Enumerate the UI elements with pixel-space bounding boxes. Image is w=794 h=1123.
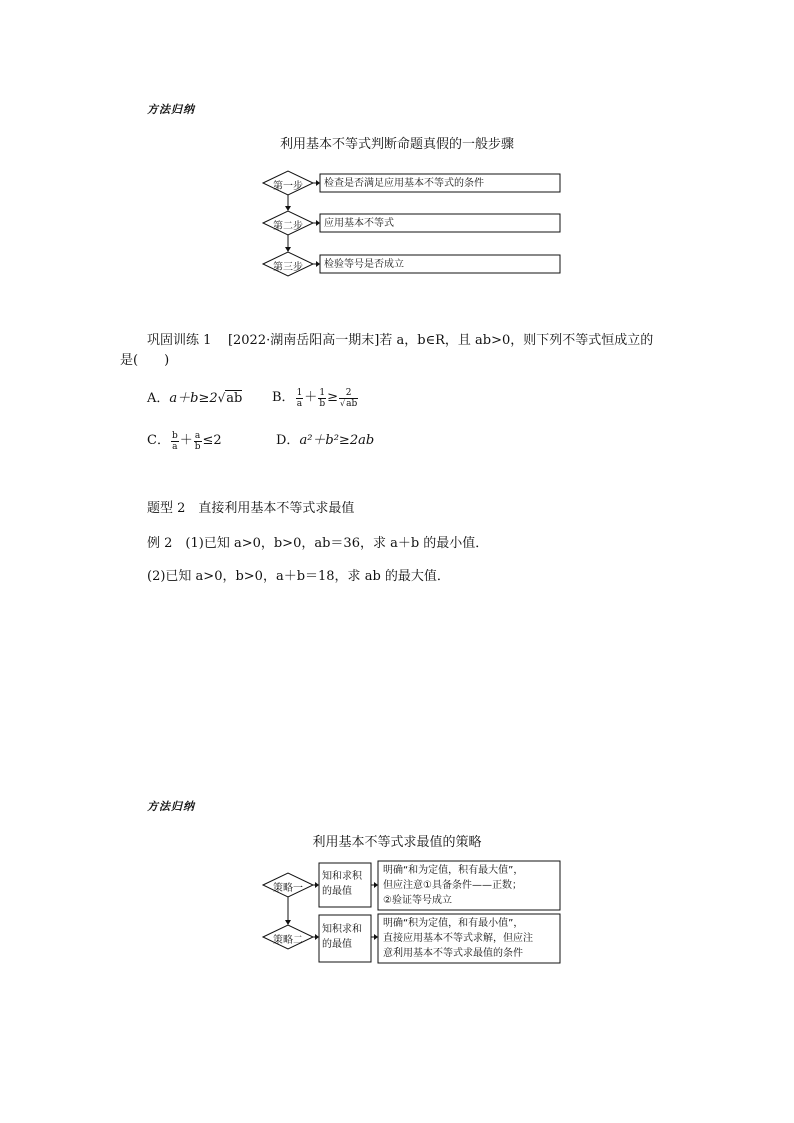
option-d-text: a²＋b²≥2ab — [299, 433, 375, 448]
question-type-heading: 题型 2 直接利用基本不等式求最值 — [147, 501, 355, 516]
strategy1-label: 策略一 — [273, 883, 303, 894]
exercise-stem-cont: 是( ) — [120, 353, 170, 368]
step3-text: 检验等号是否成立 — [324, 259, 404, 270]
flowchart-title: 利用基本不等式判断命题真假的一般步骤 — [279, 137, 514, 152]
step1-label: 第一步 — [273, 181, 303, 192]
strategy1-name: 知和求积 的最值 — [322, 871, 362, 897]
frac-2-over-sqrt-ab: $\frac{2}{√ab}$ — [339, 387, 358, 409]
strategy2-desc: 明确“积为定值，和有最小值”， 直接应用基本不等式求解，但应注 意利用基本不等式求最值的条件 — [383, 918, 533, 959]
strategy2-label: 策略二 — [273, 935, 303, 946]
strategy2-name: 知积求和 的最值 — [322, 924, 362, 950]
step2-text: 应用基本不等式 — [324, 218, 394, 229]
frac-b-over-a: $\frac{b}{a}$ — [171, 430, 178, 452]
option-a[interactable]: A．a＋b≥2√ab — [147, 391, 243, 406]
option-a-text: a＋b≥2 — [169, 391, 218, 406]
exercise-stem-text: 若 a，b∈R，且 ab>0，则下列不等式恒成立的 — [379, 333, 654, 348]
exercise-source: [2022·湖南岳阳高一期末] — [227, 333, 380, 348]
step1-text: 检查是否满足应用基本不等式的条件 — [324, 178, 484, 189]
option-c-label: C． — [147, 433, 170, 448]
strategy1-desc: 明确“和为定值，积有最大值”， 但应注意①具备条件——正数； ②验证等号成立 — [383, 865, 524, 906]
option-d[interactable] — [276, 431, 374, 451]
frac-1-over-a: $\frac{1}{a}$ — [296, 387, 303, 409]
frac-a-over-b: $\frac{a}{b}$ — [194, 430, 201, 452]
step2-label: 第二步 — [273, 221, 303, 232]
step3-label: 第三步 — [273, 262, 303, 273]
strategy-title: 利用基本不等式求最值的策略 — [312, 835, 482, 850]
example-part-1: 例 2 (1)已知 a>0，b>0，ab＝36，求 a＋b 的最小值． — [147, 536, 489, 551]
exercise-stem — [147, 331, 653, 351]
exercise-lead: 巩固训练 1 — [147, 333, 212, 348]
example-part-2: (2)已知 a>0，b>0，a＋b＝18，求 ab 的最大值． — [147, 569, 450, 584]
frac-1-over-b: $\frac{1}{b}$ — [319, 387, 326, 409]
option-c[interactable]: C． $\frac{b}{a}$ ＋ $\frac{a}{b}$ ≤2 — [147, 430, 222, 452]
option-a-root: ab — [226, 391, 243, 406]
option-b[interactable]: B． $\frac{1}{a}$ ＋ $\frac{1}{b}$ ≥ $\frac{2}{√ab}$ — [272, 387, 358, 409]
option-d-label: D． — [276, 433, 300, 448]
method-summary-tag: 方法归纳 — [147, 103, 195, 116]
option-b-label: B． — [272, 390, 295, 405]
method-summary-tag-2: 方法归纳 — [147, 800, 195, 813]
option-a-label: A． — [147, 391, 170, 406]
